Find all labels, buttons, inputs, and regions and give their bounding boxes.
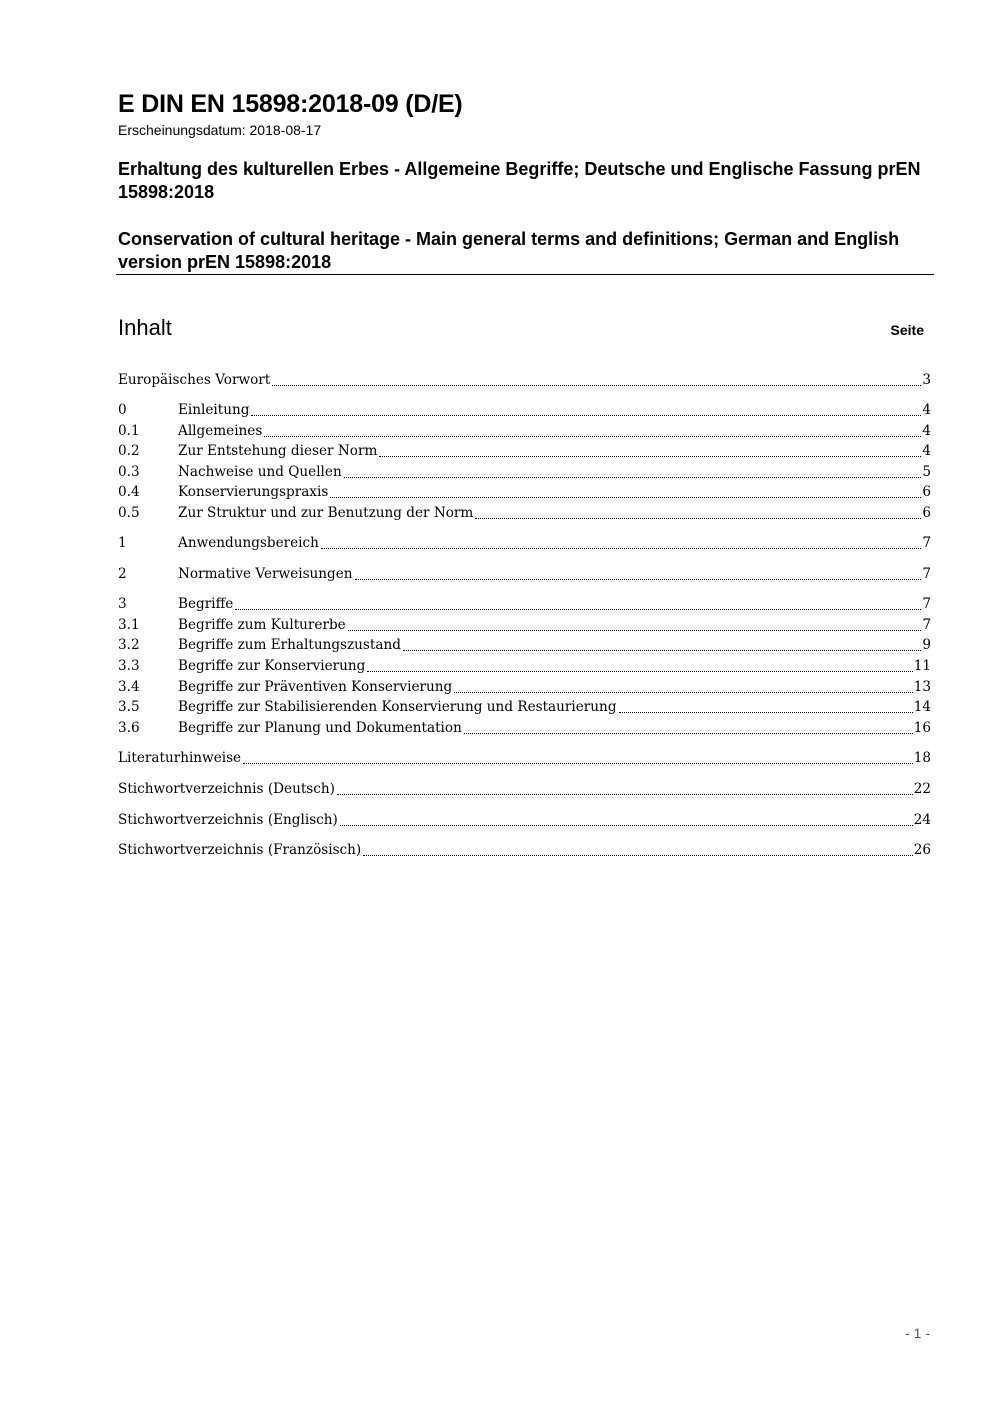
toc-entry-page: 24 xyxy=(913,812,931,828)
toc-entry-title: Normative Verweisungen xyxy=(178,566,353,582)
toc-entry-page: 6 xyxy=(922,484,931,500)
toc-entry-number: 3 xyxy=(118,596,127,612)
toc-entry-page: 9 xyxy=(922,637,931,653)
toc-entry-title: Europäisches Vorwort xyxy=(118,372,271,388)
toc-entry-title: Begriffe zur Stabilisierenden Konservierung und Restaurierung xyxy=(178,699,617,715)
toc-entry-page: 11 xyxy=(913,658,931,674)
footer-page-number: - 1 - xyxy=(905,1325,930,1341)
toc-entry-number: 3.4 xyxy=(118,679,140,695)
toc-entry-page: 7 xyxy=(922,566,931,582)
toc-entry-title: Nachweise und Quellen xyxy=(178,464,342,480)
toc-entry-title: Begriffe zum Erhaltungszustand xyxy=(178,637,401,653)
toc-entry-title: Zur Entstehung dieser Norm xyxy=(178,443,378,459)
toc-leader xyxy=(344,476,922,478)
toc-entry-title: Allgemeines xyxy=(178,423,263,439)
toc-entry-title: Begriffe zur Planung und Dokumentation xyxy=(178,720,462,736)
toc-entry-0-4[interactable] xyxy=(118,482,931,503)
toc-entry-number: 1 xyxy=(118,535,127,551)
toc-entry-title: Literaturhinweise xyxy=(118,750,242,766)
toc-leader xyxy=(330,496,921,498)
toc-entry-number: 0.2 xyxy=(118,443,140,459)
toc-entry-literaturhinweise[interactable] xyxy=(118,748,931,769)
title-english: Conservation of cultural heritage - Main general terms and definitions; German and English version prEN 15898:2018 xyxy=(118,229,900,272)
title-german: Erhaltung des kulturellen Erbes - Allgemeine Begriffe; Deutsche und Englische Fassung prEN 15898:2018 xyxy=(118,159,921,202)
toc-entry-page: 14 xyxy=(913,699,931,715)
toc-entry-title: Stichwortverzeichnis (Englisch) xyxy=(118,812,338,828)
document-id: E DIN EN 15898:2018-09 (D/E) xyxy=(118,90,463,118)
toc-leader xyxy=(251,414,921,416)
toc-entry-number: 0.3 xyxy=(118,464,140,480)
toc-entry-page: 6 xyxy=(922,505,931,521)
toc-entry-number: 0 xyxy=(118,402,127,418)
toc-entry-3-5[interactable] xyxy=(118,697,931,718)
toc-leader xyxy=(367,670,912,672)
toc-entry-number: 2 xyxy=(118,566,127,582)
toc-leader xyxy=(337,793,913,795)
toc-leader xyxy=(475,517,921,519)
toc-entry-2[interactable] xyxy=(118,564,931,585)
toc-entry-title: Begriffe zur Konservierung xyxy=(178,658,366,674)
toc-entry-number: 3.2 xyxy=(118,637,140,653)
toc-entry-3-3[interactable] xyxy=(118,656,931,677)
toc-leader xyxy=(272,384,921,386)
toc-entry-page: 3 xyxy=(922,372,931,388)
toc-entry-title: Konservierungspraxis xyxy=(178,484,329,500)
toc-entry-title: Anwendungsbereich xyxy=(178,535,319,551)
toc-entry-title: Stichwortverzeichnis (Französisch) xyxy=(118,842,362,858)
toc-entry-number: 0.4 xyxy=(118,484,140,500)
toc-entry-0-2[interactable] xyxy=(118,441,931,462)
toc-entry-3-1[interactable] xyxy=(118,615,931,636)
toc-entry-page: 22 xyxy=(913,781,931,797)
toc-entry-0[interactable] xyxy=(118,400,931,421)
toc-leader xyxy=(321,547,921,549)
toc-leader xyxy=(340,824,913,826)
toc-entry-0-3[interactable] xyxy=(118,462,931,483)
toc-leader xyxy=(363,854,912,856)
toc-entry-0-5[interactable] xyxy=(118,503,931,524)
toc-entry-page: 4 xyxy=(922,443,931,459)
toc-entry-title: Begriffe zum Kulturerbe xyxy=(178,617,346,633)
toc-entry-number: 3.3 xyxy=(118,658,140,674)
toc-entry-page: 4 xyxy=(922,402,931,418)
toc-entry-title: Einleitung xyxy=(178,402,250,418)
toc-entry-3[interactable] xyxy=(118,594,931,615)
toc-entry-stichwortverzeichnis-englisch[interactable] xyxy=(118,810,931,831)
toc-page-column-label: Seite xyxy=(890,322,924,338)
toc-leader xyxy=(454,691,912,693)
toc-entry-title: Begriffe zur Präventiven Konservierung xyxy=(178,679,453,695)
toc-entry-title: Begriffe xyxy=(178,596,234,612)
toc-entry-stichwortverzeichnis-franzoesisch[interactable] xyxy=(118,840,931,861)
toc-entry-page: 13 xyxy=(913,679,931,695)
toc-leader xyxy=(243,762,913,764)
toc-leader xyxy=(355,578,922,580)
header-divider xyxy=(116,274,934,275)
toc-entry-page: 5 xyxy=(922,464,931,480)
toc-leader xyxy=(235,608,921,610)
toc-entry-3-2[interactable] xyxy=(118,635,931,656)
toc-entry-0-1[interactable] xyxy=(118,421,931,442)
toc-entry-page: 7 xyxy=(922,617,931,633)
toc-entry-page: 18 xyxy=(913,750,931,766)
toc-entry-1[interactable] xyxy=(118,533,931,554)
toc-entry-number: 3.5 xyxy=(118,699,140,715)
toc-entry-page: 7 xyxy=(922,535,931,551)
toc-entry-title: Stichwortverzeichnis (Deutsch) xyxy=(118,781,335,797)
toc-leader xyxy=(264,435,921,437)
toc-entry-number: 3.6 xyxy=(118,720,140,736)
toc-entry-page: 4 xyxy=(922,423,931,439)
toc-leader xyxy=(619,711,913,713)
toc-leader xyxy=(379,455,921,457)
toc-leader xyxy=(464,732,913,734)
toc-entry-3-6[interactable] xyxy=(118,718,931,739)
toc-entry-title: Zur Struktur und zur Benutzung der Norm xyxy=(178,505,474,521)
toc-entry-number: 0.5 xyxy=(118,505,140,521)
toc-leader xyxy=(348,629,922,631)
toc-entry-europaeisches-vorwort[interactable] xyxy=(118,370,931,391)
toc-heading: Inhalt xyxy=(118,315,172,340)
toc-entry-stichwortverzeichnis-deutsch[interactable] xyxy=(118,779,931,800)
toc-entry-page: 16 xyxy=(913,720,931,736)
publication-date: Erscheinungsdatum: 2018-08-17 xyxy=(118,122,322,138)
toc-leader xyxy=(403,649,921,651)
toc-entry-page: 26 xyxy=(913,842,931,858)
toc-entry-3-4[interactable] xyxy=(118,677,931,698)
toc-entry-page: 7 xyxy=(922,596,931,612)
toc-entry-number: 3.1 xyxy=(118,617,140,633)
toc-entry-number: 0.1 xyxy=(118,423,140,439)
